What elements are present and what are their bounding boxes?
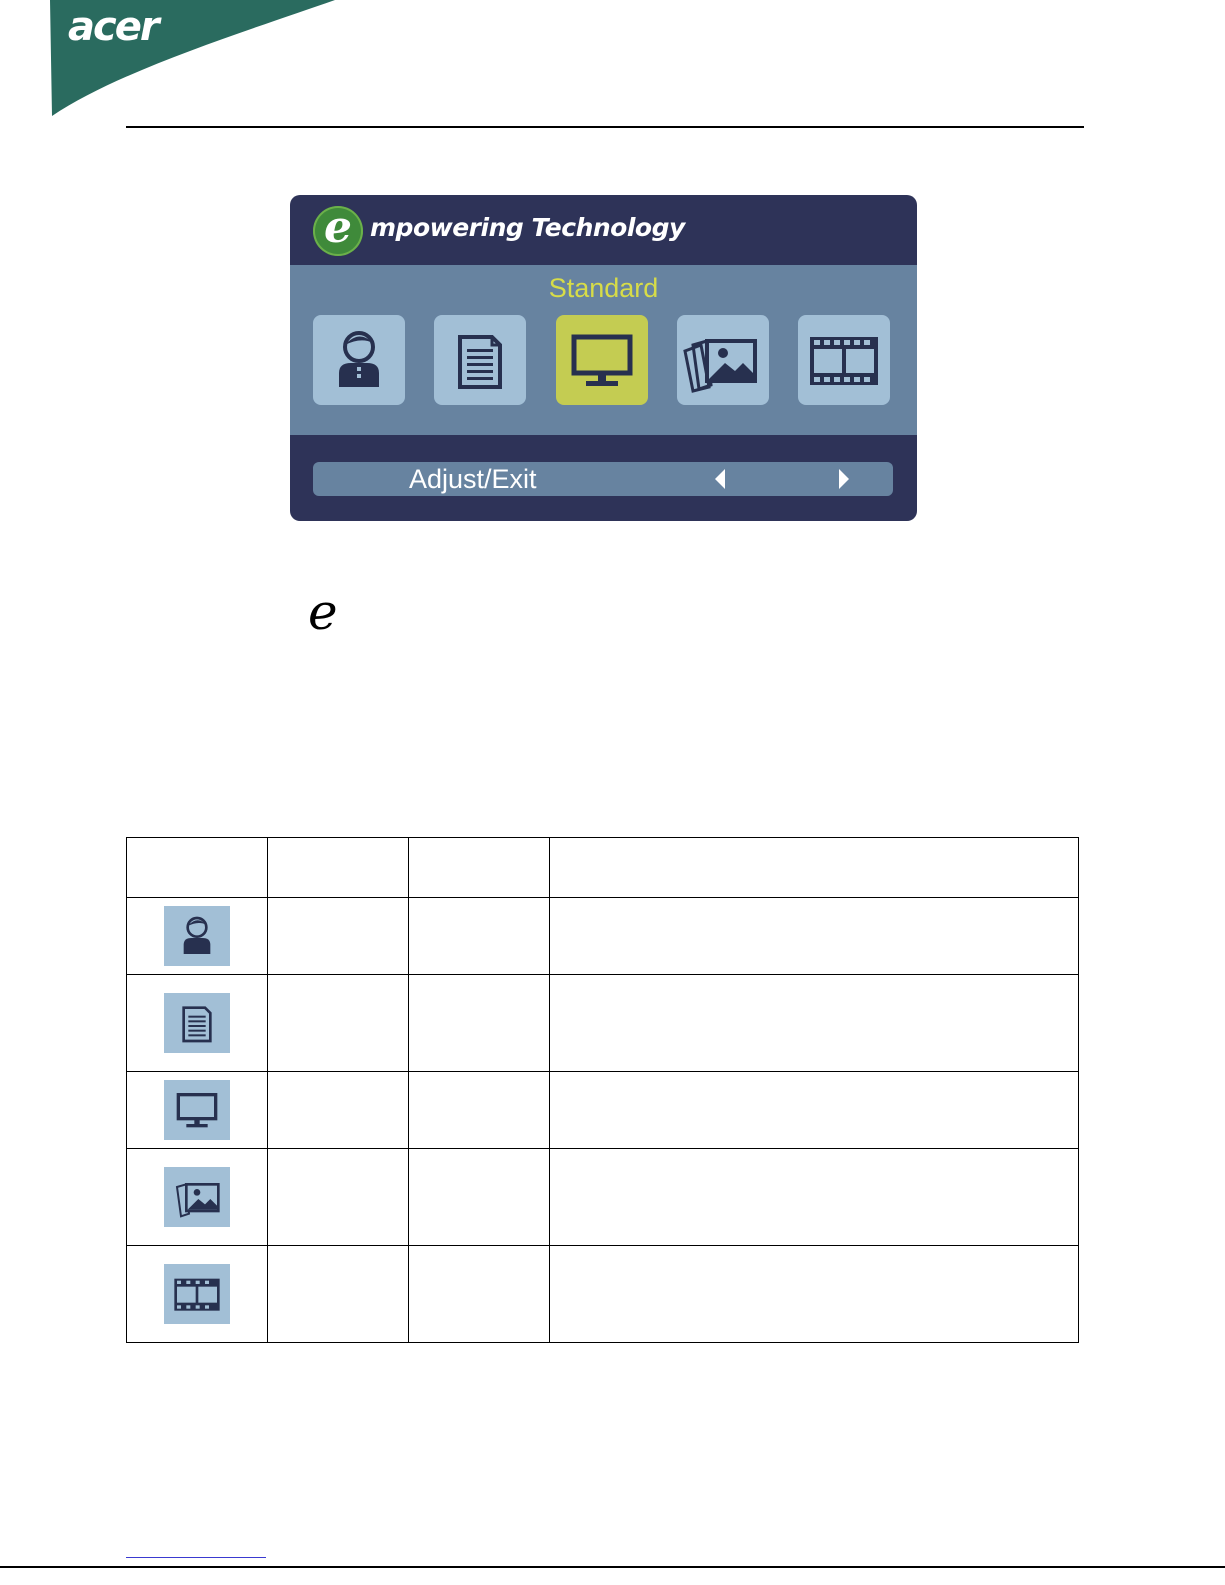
- left-arrow-icon[interactable]: [711, 462, 731, 496]
- table-cell: [268, 1072, 409, 1149]
- footer-divider: [0, 1566, 1225, 1568]
- table-row: [127, 1246, 1079, 1343]
- monitor-icon: [556, 315, 648, 405]
- mode-table: [126, 837, 1079, 1343]
- table-row: [127, 898, 1079, 975]
- adjust-exit-label: Adjust/Exit: [409, 464, 537, 494]
- table-row: [127, 1072, 1079, 1149]
- mode-label: Standard: [548, 273, 659, 303]
- table-cell: [550, 898, 1079, 975]
- user-icon: [313, 315, 405, 405]
- table-cell: [268, 1149, 409, 1246]
- table-cell: [550, 1149, 1079, 1246]
- mode-button-standard[interactable]: [556, 315, 648, 405]
- table-cell: [550, 838, 1079, 898]
- table-cell: [550, 1246, 1079, 1343]
- document-icon: [164, 993, 230, 1053]
- mode-button-user[interactable]: [313, 315, 405, 405]
- e-glyph: e: [308, 583, 338, 641]
- photo-icon: [677, 315, 769, 405]
- table-cell: [409, 975, 550, 1072]
- table-cell: [268, 1246, 409, 1343]
- table-row: [127, 975, 1079, 1072]
- monitor-icon: [164, 1080, 230, 1140]
- table-cell-icon: [127, 898, 268, 975]
- osd-title: mpowering Technology: [370, 213, 685, 242]
- table-cell-icon: [127, 975, 268, 1072]
- osd-mode-area: [290, 265, 917, 435]
- table-cell: [268, 975, 409, 1072]
- table-header-row: [127, 838, 1079, 898]
- osd-panel: [290, 195, 917, 521]
- table-cell: [550, 975, 1079, 1072]
- table-cell: [409, 898, 550, 975]
- mode-button-document[interactable]: [434, 315, 526, 405]
- brand-banner-shape: [0, 0, 340, 120]
- osd-footer-bar: [313, 462, 893, 496]
- mode-button-movie[interactable]: [798, 315, 890, 405]
- table-cell: [409, 838, 550, 898]
- e-logo-icon: [313, 202, 363, 256]
- document-icon: [434, 315, 526, 405]
- film-icon: [798, 315, 890, 405]
- photo-icon: [164, 1167, 230, 1227]
- e-logo-letter: e: [324, 202, 352, 253]
- right-arrow-icon[interactable]: [833, 462, 853, 496]
- table-cell: [409, 1246, 550, 1343]
- table-cell: [127, 838, 268, 898]
- table-cell: [268, 898, 409, 975]
- osd-header: [290, 195, 917, 265]
- film-icon: [164, 1264, 230, 1324]
- table-cell: [409, 1149, 550, 1246]
- brand-logo: acer: [68, 4, 158, 50]
- table-cell: [409, 1072, 550, 1149]
- table-row: [127, 1149, 1079, 1246]
- table-cell-icon: [127, 1246, 268, 1343]
- table-cell-icon: [127, 1072, 268, 1149]
- table-cell-icon: [127, 1149, 268, 1246]
- table-cell: [268, 838, 409, 898]
- table-cell: [550, 1072, 1079, 1149]
- header-divider: [126, 126, 1084, 128]
- user-icon: [164, 906, 230, 966]
- footer-link-underline[interactable]: [126, 1557, 266, 1558]
- mode-button-photo[interactable]: [677, 315, 769, 405]
